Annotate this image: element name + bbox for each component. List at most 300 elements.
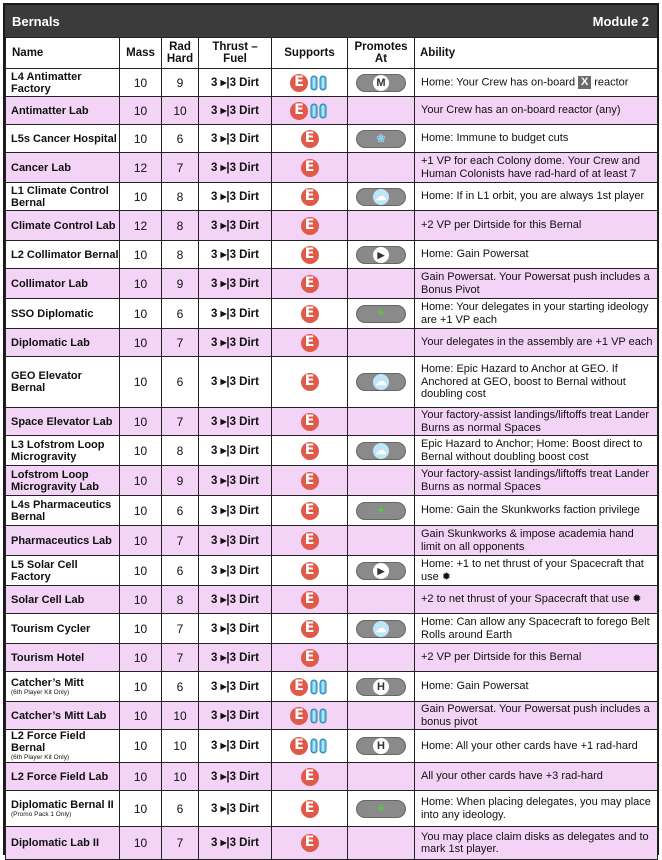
rad-hard-value: 9 <box>162 269 199 299</box>
promotes-cell <box>348 827 415 860</box>
row-note: (6th Player Kit Only) <box>11 754 70 761</box>
row-name: L4s Pharmaceutics Bernal <box>11 498 112 523</box>
row-name-cell <box>6 125 120 153</box>
e-support-icon: E <box>301 649 319 667</box>
e-support-icon: E <box>290 707 308 725</box>
leaf-glyph: ✦ <box>376 504 386 517</box>
ability-text: Home: Epic Hazard to Anchor at GEO. If Anchored at GEO, boost to Bernal without doubling cost <box>421 363 626 401</box>
ability-cell <box>415 496 658 526</box>
rad-hard-value: 7 <box>162 644 199 672</box>
row-note: (6th Player Kit Only) <box>11 688 70 696</box>
leaf-glyph: ✦ <box>376 307 386 320</box>
supports-cell <box>272 644 348 672</box>
mass-value: 10 <box>120 827 162 860</box>
row-name-cell <box>6 526 120 556</box>
rad-hard-value: 7 <box>162 526 199 556</box>
ability-cell <box>415 436 658 466</box>
promotes-cell <box>348 586 415 614</box>
row-name: Lofstrom Loop Microgravity Lab <box>11 468 100 493</box>
table-row <box>6 791 658 827</box>
thrust-fuel-value: 3 ▸|3 Dirt <box>199 97 272 125</box>
cloud-icon <box>356 442 406 460</box>
module-label: Module 2 <box>592 14 649 29</box>
leaf-icon <box>356 502 406 520</box>
table-row <box>6 241 658 269</box>
thrust-fuel-value: 3 ▸|3 Dirt <box>199 408 272 436</box>
ability-cell <box>415 153 658 183</box>
table-row <box>6 556 658 586</box>
e-support-icon: E <box>301 159 319 177</box>
promotes-cell <box>348 556 415 586</box>
promotes-cell <box>348 357 415 408</box>
row-note: (Promo Pack 1 Only) <box>11 810 72 818</box>
table-row <box>6 763 658 791</box>
table-row <box>6 408 658 436</box>
mass-value: 10 <box>120 269 162 299</box>
promotes-cell <box>348 183 415 211</box>
biology-icon <box>309 678 329 696</box>
mass-value: 10 <box>120 125 162 153</box>
ability-cell <box>415 672 658 702</box>
ability-text: Home: All your other cards have +1 rad-hard <box>421 739 638 752</box>
ability-text: Gain Powersat. Your Powersat push includes a bonus pivot <box>421 703 650 728</box>
row-name-cell <box>6 436 120 466</box>
row-name-cell <box>6 97 120 125</box>
row-name-cell <box>6 791 120 827</box>
rad-hard-value: 10 <box>162 97 199 125</box>
e-support-icon: E <box>290 102 308 120</box>
ability-text: +1 VP for each Colony dome. Your Crew and Human Colonists have rad-hard of at least 7 <box>421 155 641 180</box>
ability-text: +2 VP per Dirtside for this Bernal <box>421 651 582 664</box>
thrust-fuel-value: 3 ▸|3 Dirt <box>199 69 272 97</box>
e-support-icon: E <box>301 442 319 460</box>
ability-text: Your delegates in the assembly are +1 VP each <box>421 336 653 349</box>
table-row <box>6 702 658 730</box>
row-name: L2 Force Field Lab <box>11 770 109 783</box>
table-row <box>6 269 658 299</box>
table-row <box>6 644 658 672</box>
mass-value: 10 <box>120 329 162 357</box>
rad-hard-value: 10 <box>162 702 199 730</box>
leaf-icon <box>356 305 406 323</box>
row-name: L4 Antimatter Factory <box>11 70 82 95</box>
supports-cell <box>272 827 348 860</box>
supports-cell <box>272 763 348 791</box>
ability-cell <box>415 241 658 269</box>
table-row <box>6 211 658 241</box>
ability-cell <box>415 125 658 153</box>
mass-value: 10 <box>120 791 162 827</box>
row-name-cell <box>6 730 120 763</box>
row-name: L2 Force Field Bernal <box>11 730 86 754</box>
row-name-cell <box>6 614 120 644</box>
thrust-fuel-value: 3 ▸|3 Dirt <box>199 644 272 672</box>
promote-letter: H <box>373 738 389 754</box>
ability-text: Your Crew has an on-board reactor (any) <box>421 104 621 117</box>
lotus-icon <box>356 130 406 148</box>
table-row <box>6 496 658 526</box>
promotes-cell <box>348 329 415 357</box>
ability-cell <box>415 644 658 672</box>
promotes-cell <box>348 730 415 763</box>
col-header-ability: Ability <box>415 38 658 69</box>
promote-letter: H <box>373 679 389 695</box>
mass-value: 10 <box>120 672 162 702</box>
promote-letter: M <box>373 75 389 91</box>
promotes-cell <box>348 408 415 436</box>
row-name: L5s Cancer Hospital <box>11 132 117 145</box>
mass-value: 10 <box>120 556 162 586</box>
supports-cell <box>272 614 348 644</box>
ability-text: +2 VP per Dirtside for this Bernal <box>421 219 582 232</box>
rad-hard-value: 8 <box>162 183 199 211</box>
row-name-cell <box>6 644 120 672</box>
biology-icon <box>309 707 329 725</box>
table-row <box>6 526 658 556</box>
mass-value: 12 <box>120 153 162 183</box>
promotes-cell <box>348 672 415 702</box>
row-name: Diplomatic Bernal II <box>11 798 114 811</box>
mass-value: 10 <box>120 241 162 269</box>
row-name-cell <box>6 183 120 211</box>
ability-text: Home: If in L1 orbit, you are always 1st player <box>421 190 645 203</box>
rad-hard-value: 10 <box>162 763 199 791</box>
row-name: Tourism Cycler <box>11 622 91 635</box>
thrust-fuel-value: 3 ▸|3 Dirt <box>199 125 272 153</box>
rad-hard-value: 6 <box>162 496 199 526</box>
supports-cell <box>272 329 348 357</box>
row-name: Space Elevator Lab <box>11 415 113 428</box>
title-bar <box>5 5 657 37</box>
mass-value: 10 <box>120 586 162 614</box>
biology-icon <box>309 74 329 92</box>
cloud-glyph: ☁ <box>373 443 389 459</box>
row-name-cell <box>6 408 120 436</box>
rad-hard-value: 7 <box>162 153 199 183</box>
mass-value: 10 <box>120 763 162 791</box>
thrust-fuel-value: 3 ▸|3 Dirt <box>199 763 272 791</box>
supports-cell <box>272 125 348 153</box>
supports-cell <box>272 211 348 241</box>
row-name: Diplomatic Lab <box>11 336 90 349</box>
ability-text: Epic Hazard to Anchor; Home: Boost direct to Bernal without doubling boost cost <box>421 438 643 463</box>
ability-text: Home: Gain Powersat <box>421 248 529 261</box>
thrust-fuel-value: 3 ▸|3 Dirt <box>199 791 272 827</box>
ability-cell <box>415 357 658 408</box>
pivot-glyph: ▶ <box>373 563 389 579</box>
row-name: Climate Control Lab <box>11 219 116 232</box>
thrust-fuel-value: 3 ▸|3 Dirt <box>199 556 272 586</box>
bernals-table <box>5 37 658 860</box>
ability-cell <box>415 586 658 614</box>
mass-value: 10 <box>120 97 162 125</box>
thrust-fuel-value: 3 ▸|3 Dirt <box>199 496 272 526</box>
promotes-cell <box>348 791 415 827</box>
table-row <box>6 153 658 183</box>
e-support-icon: E <box>301 130 319 148</box>
e-support-icon: E <box>301 305 319 323</box>
ability-text: Gain Skunkworks & impose academia hand limit on all opponents <box>421 528 634 553</box>
promotes-cell <box>348 241 415 269</box>
bernals-table-frame <box>3 3 659 855</box>
row-name: GEO Elevator Bernal <box>11 370 82 394</box>
promotes-cell <box>348 211 415 241</box>
thrust-fuel-value: 3 ▸|3 Dirt <box>199 299 272 329</box>
row-name: L1 Climate Control Bernal <box>11 184 109 209</box>
table-row <box>6 827 658 860</box>
thrust-fuel-value: 3 ▸|3 Dirt <box>199 672 272 702</box>
promotes-cell <box>348 496 415 526</box>
ability-cell <box>415 466 658 496</box>
mass-value: 10 <box>120 183 162 211</box>
leaf-glyph: ✦ <box>376 802 386 815</box>
ability-cell <box>415 299 658 329</box>
promotes-cell <box>348 526 415 556</box>
ability-cell <box>415 730 658 763</box>
pivot-icon <box>356 246 406 264</box>
mass-value: 10 <box>120 644 162 672</box>
reactor-x-icon: X <box>578 76 591 89</box>
e-support-icon: E <box>301 768 319 786</box>
thrust-fuel-value: 3 ▸|3 Dirt <box>199 436 272 466</box>
ability-text: Home: Gain Powersat <box>421 680 529 693</box>
biology-icon <box>309 737 329 755</box>
e-support-icon: E <box>301 413 319 431</box>
ability-cell <box>415 556 658 586</box>
row-name-cell <box>6 241 120 269</box>
mass-value: 10 <box>120 730 162 763</box>
col-header-promotes: Promotes At <box>348 38 415 69</box>
thrust-fuel-value: 3 ▸|3 Dirt <box>199 827 272 860</box>
thrust-fuel-value: 3 ▸|3 Dirt <box>199 357 272 408</box>
table-row <box>6 357 658 408</box>
promotes-cell <box>348 614 415 644</box>
rad-hard-value: 7 <box>162 614 199 644</box>
ability-cell <box>415 183 658 211</box>
mass-value: 12 <box>120 211 162 241</box>
promotes-cell <box>348 644 415 672</box>
rad-hard-value: 7 <box>162 827 199 860</box>
ability-cell <box>415 526 658 556</box>
supports-cell <box>272 97 348 125</box>
ability-text: Home: Your Crew has on-board <box>421 76 576 89</box>
rad-hard-value: 8 <box>162 586 199 614</box>
thrust-fuel-value: 3 ▸|3 Dirt <box>199 614 272 644</box>
ability-cell <box>415 69 658 97</box>
e-support-icon: E <box>301 472 319 490</box>
row-name-cell <box>6 496 120 526</box>
ability-text: Home: Immune to budget cuts <box>421 132 569 145</box>
supports-cell <box>272 408 348 436</box>
row-name-cell <box>6 69 120 97</box>
col-header-rad: Rad Hard <box>162 38 199 69</box>
supports-cell <box>272 269 348 299</box>
table-row <box>6 125 658 153</box>
e-support-icon: E <box>301 562 319 580</box>
ability-text: Home: When placing delegates, you may place into any ideology. <box>421 796 651 821</box>
row-name-cell <box>6 827 120 860</box>
thrust-fuel-value: 3 ▸|3 Dirt <box>199 329 272 357</box>
e-support-icon: E <box>301 502 319 520</box>
promotes-cell <box>348 436 415 466</box>
mass-value: 10 <box>120 357 162 408</box>
supports-cell <box>272 69 348 97</box>
row-name-cell <box>6 586 120 614</box>
rad-hard-value: 8 <box>162 241 199 269</box>
e-support-icon: E <box>301 188 319 206</box>
e-support-icon: E <box>301 373 319 391</box>
supports-cell <box>272 299 348 329</box>
row-name-cell <box>6 702 120 730</box>
cloud-glyph: ☁ <box>373 189 389 205</box>
table-row <box>6 299 658 329</box>
cloud-glyph: ☁ <box>373 621 389 637</box>
promotes-cell <box>348 702 415 730</box>
row-name-cell <box>6 672 120 702</box>
rad-hard-value: 8 <box>162 436 199 466</box>
row-name-cell <box>6 211 120 241</box>
ability-text: Home: Can allow any Spacecraft to forego Belt Rolls around Earth <box>421 616 650 641</box>
ability-text: Gain Powersat. Your Powersat push includes a Bonus Pivot <box>421 271 650 296</box>
ability-cell <box>415 269 658 299</box>
table-row <box>6 183 658 211</box>
ability-text: All your other cards have +3 rad-hard <box>421 770 603 783</box>
ability-text: You may place claim disks as delegates and to mark 1st player. <box>421 830 649 855</box>
e-support-icon: E <box>301 334 319 352</box>
mass-value: 10 <box>120 614 162 644</box>
row-name-cell <box>6 329 120 357</box>
row-name: Antimatter Lab <box>11 104 89 117</box>
row-name: Catcher’s Mitt <box>11 676 84 689</box>
rad-hard-value: 9 <box>162 69 199 97</box>
rad-hard-value: 6 <box>162 299 199 329</box>
promotes-cell <box>348 269 415 299</box>
table-row <box>6 466 658 496</box>
rad-hard-value: 7 <box>162 329 199 357</box>
mass-value: 10 <box>120 69 162 97</box>
thrust-fuel-value: 3 ▸|3 Dirt <box>199 241 272 269</box>
table-row <box>6 436 658 466</box>
promote-h-icon <box>356 678 406 696</box>
row-name: Solar Cell Lab <box>11 593 85 606</box>
thrust-fuel-value: 3 ▸|3 Dirt <box>199 183 272 211</box>
e-support-icon: E <box>301 834 319 852</box>
ability-text: +2 to net thrust of your Spacecraft that use ✹ <box>421 593 642 606</box>
table-row <box>6 730 658 763</box>
row-name-cell <box>6 556 120 586</box>
table-row <box>6 672 658 702</box>
thrust-fuel-value: 3 ▸|3 Dirt <box>199 586 272 614</box>
thrust-fuel-value: 3 ▸|3 Dirt <box>199 730 272 763</box>
table-title: Bernals <box>12 14 60 29</box>
supports-cell <box>272 672 348 702</box>
mass-value: 10 <box>120 526 162 556</box>
row-name-cell <box>6 299 120 329</box>
e-support-icon: E <box>290 737 308 755</box>
pivot-icon <box>356 562 406 580</box>
ability-cell <box>415 97 658 125</box>
row-name: Cancer Lab <box>11 161 71 174</box>
e-support-icon: E <box>301 532 319 550</box>
e-support-icon: E <box>290 678 308 696</box>
e-support-icon: E <box>301 800 319 818</box>
ability-cell <box>415 211 658 241</box>
col-header-thrust: Thrust – Fuel <box>199 38 272 69</box>
e-support-icon: E <box>301 591 319 609</box>
cloud-icon <box>356 373 406 391</box>
row-name: SSO Diplomatic <box>11 307 94 320</box>
thrust-fuel-value: 3 ▸|3 Dirt <box>199 269 272 299</box>
rad-hard-value: 6 <box>162 556 199 586</box>
cloud-glyph: ☁ <box>373 374 389 390</box>
row-name: L2 Collimator Bernal <box>11 248 119 261</box>
promotes-cell <box>348 299 415 329</box>
promotes-cell <box>348 466 415 496</box>
ability-text: Home: Gain the Skunkworks faction privilege <box>421 504 640 517</box>
row-name-cell <box>6 466 120 496</box>
pivot-glyph: ▶ <box>373 247 389 263</box>
rad-hard-value: 6 <box>162 125 199 153</box>
rad-hard-value: 7 <box>162 408 199 436</box>
cloud-icon <box>356 188 406 206</box>
rad-hard-value: 6 <box>162 672 199 702</box>
biology-icon <box>309 102 329 120</box>
thrust-fuel-value: 3 ▸|3 Dirt <box>199 466 272 496</box>
table-row <box>6 329 658 357</box>
table-row <box>6 69 658 97</box>
promote-m-icon <box>356 74 406 92</box>
ability-text: Home: +1 to net thrust of your Spacecraft that use ✹ <box>421 558 644 583</box>
row-name-cell <box>6 153 120 183</box>
thrust-fuel-value: 3 ▸|3 Dirt <box>199 702 272 730</box>
promotes-cell <box>348 153 415 183</box>
ability-text: Home: Your delegates in your starting ideology are +1 VP each <box>421 301 649 326</box>
table-row <box>6 614 658 644</box>
supports-cell <box>272 702 348 730</box>
e-support-icon: E <box>301 620 319 638</box>
row-name-cell <box>6 763 120 791</box>
ability-cell <box>415 763 658 791</box>
row-name: Catcher’s Mitt Lab <box>11 709 107 722</box>
e-support-icon: E <box>301 217 319 235</box>
thrust-fuel-value: 3 ▸|3 Dirt <box>199 526 272 556</box>
supports-cell <box>272 153 348 183</box>
col-header-supports: Supports <box>272 38 348 69</box>
ability-cell <box>415 791 658 827</box>
ability-text-end: reactor <box>594 76 629 89</box>
supports-cell <box>272 556 348 586</box>
mass-value: 10 <box>120 702 162 730</box>
row-name: Pharmaceutics Lab <box>11 534 112 547</box>
promotes-cell <box>348 69 415 97</box>
rad-hard-value: 6 <box>162 791 199 827</box>
row-name: Tourism Hotel <box>11 651 85 664</box>
ability-cell <box>415 827 658 860</box>
mass-value: 10 <box>120 466 162 496</box>
promotes-cell <box>348 763 415 791</box>
supports-cell <box>272 586 348 614</box>
promotes-cell <box>348 125 415 153</box>
supports-cell <box>272 526 348 556</box>
thrust-fuel-value: 3 ▸|3 Dirt <box>199 211 272 241</box>
ability-text: Your factory-assist landings/liftoffs treat Lander Burns as normal Spaces <box>421 409 650 434</box>
row-name: Collimator Lab <box>11 277 89 290</box>
rad-hard-value: 10 <box>162 730 199 763</box>
row-name: Diplomatic Lab II <box>11 837 100 849</box>
supports-cell <box>272 730 348 763</box>
e-support-icon: E <box>301 246 319 264</box>
col-header-mass: Mass <box>120 38 162 69</box>
